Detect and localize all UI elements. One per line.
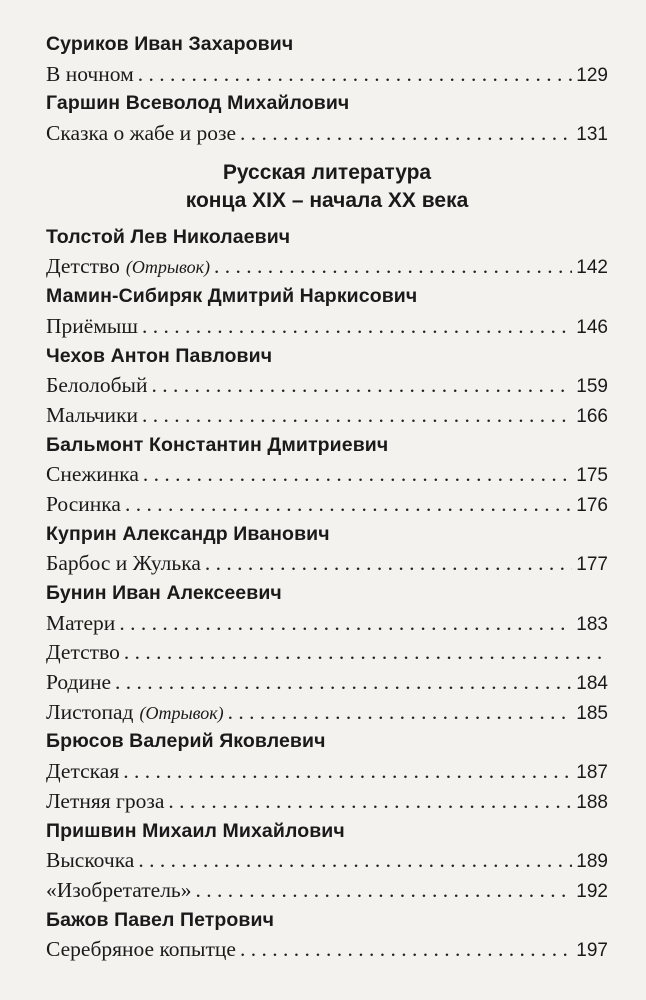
work-title: Приёмыш <box>46 313 138 338</box>
leader-dots <box>138 846 572 876</box>
work-title: «Изобретатель» <box>46 877 192 902</box>
section-heading-line1: Русская литература <box>222 160 432 184</box>
author-name: Бальмонт Константин Дмитриевич <box>46 433 389 456</box>
toc-group-first <box>46 30 608 149</box>
leader-dots <box>168 787 572 817</box>
work-title: Снежинка <box>46 462 139 487</box>
page-number: 142 <box>576 257 608 279</box>
author-name: Гаршин Всеволод Михайлович <box>46 92 350 115</box>
leader-dots <box>214 252 572 282</box>
page-number: 129 <box>576 64 608 86</box>
toc-entry[interactable] <box>46 460 608 490</box>
leader-dots <box>151 371 572 401</box>
work-title: Серебряное копытце <box>46 937 236 962</box>
toc-entry[interactable] <box>46 609 608 639</box>
leader-dots <box>228 698 573 728</box>
page-number: 146 <box>576 316 608 338</box>
toc-entry[interactable] <box>46 698 608 728</box>
section-heading <box>46 159 608 215</box>
page-number: 197 <box>576 940 608 962</box>
author-name: Мамин-Сибиряк Дмитрий Наркисович <box>46 285 418 308</box>
toc-entry[interactable] <box>46 119 608 149</box>
toc-entry[interactable] <box>46 876 608 906</box>
page-number: 188 <box>576 791 608 813</box>
table-of-contents <box>46 30 608 965</box>
leader-dots <box>143 460 572 490</box>
work-title: В ночном <box>46 61 134 86</box>
author-name: Брюсов Валерий Яковлевич <box>46 730 326 753</box>
author-name: Пришвин Михаил Михайлович <box>46 819 345 842</box>
work-title: Выскочка <box>46 848 135 873</box>
toc-entry[interactable] <box>46 549 608 579</box>
toc-entry[interactable] <box>46 787 608 817</box>
work-title: Матери <box>46 610 116 635</box>
work-title: Мальчики <box>46 402 139 427</box>
leader-dots <box>125 490 572 520</box>
leader-dots <box>124 638 604 668</box>
work-title: Росинка <box>46 491 121 516</box>
leader-dots <box>142 312 572 342</box>
author-name: Бунин Иван Алексеевич <box>46 582 282 604</box>
work-title: Летняя гроза <box>46 788 165 813</box>
leader-dots <box>119 609 572 639</box>
leader-dots <box>142 401 572 431</box>
leader-dots <box>138 60 573 90</box>
leader-dots <box>205 549 572 579</box>
leader-dots <box>240 119 572 149</box>
work-title: Белолобый <box>46 373 148 398</box>
leader-dots <box>123 757 572 787</box>
page-number: 131 <box>576 124 608 146</box>
page-number: 189 <box>576 851 608 873</box>
toc-entry[interactable] <box>46 846 608 876</box>
work-title: Сказка о жабе и розе <box>46 121 237 146</box>
work-title: Листопад <box>46 699 134 724</box>
author-name: Толстой Лев Николаевич <box>46 225 291 248</box>
toc-entry[interactable] <box>46 401 608 431</box>
work-title: Барбос и Жулька <box>46 551 201 576</box>
toc-entry[interactable] <box>46 252 608 282</box>
work-title: Родине <box>46 670 112 695</box>
author-name: Бажов Павел Петрович <box>46 908 275 931</box>
toc-entry[interactable] <box>46 757 608 787</box>
toc-entry[interactable] <box>46 638 608 668</box>
work-title: Детство <box>46 254 120 279</box>
page-number: 175 <box>576 465 608 487</box>
page-number: 177 <box>576 554 608 576</box>
toc-entry[interactable] <box>46 60 608 90</box>
page-number: 159 <box>576 376 608 398</box>
page-number: 187 <box>576 762 608 784</box>
page-number: 166 <box>576 405 608 427</box>
toc-entry[interactable] <box>46 935 608 965</box>
toc-entry[interactable] <box>46 490 608 520</box>
author-name: Куприн Александр Иванович <box>46 522 330 545</box>
work-note: (Отрывок) <box>125 257 211 278</box>
author-name: Чехов Антон Павлович <box>46 344 273 367</box>
section-heading-line2: конца XIX – начала XX века <box>185 188 469 212</box>
author-name: Суриков Иван Захарович <box>46 33 294 55</box>
leader-dots <box>196 876 573 906</box>
page-number: 176 <box>576 494 608 516</box>
work-note: (Отрывок) <box>139 702 224 723</box>
leader-dots <box>240 935 572 965</box>
page-number: 184 <box>576 673 608 695</box>
page-number: 192 <box>576 880 608 902</box>
toc-entry[interactable] <box>46 668 608 698</box>
toc-entry[interactable] <box>46 371 608 401</box>
toc-group-second <box>46 223 608 965</box>
page-number: 183 <box>576 613 608 635</box>
work-title: Детская <box>46 759 120 784</box>
leader-dots <box>115 668 572 698</box>
page-number: 185 <box>576 702 608 724</box>
toc-entry[interactable] <box>46 312 608 342</box>
work-title: Детство <box>46 640 120 665</box>
